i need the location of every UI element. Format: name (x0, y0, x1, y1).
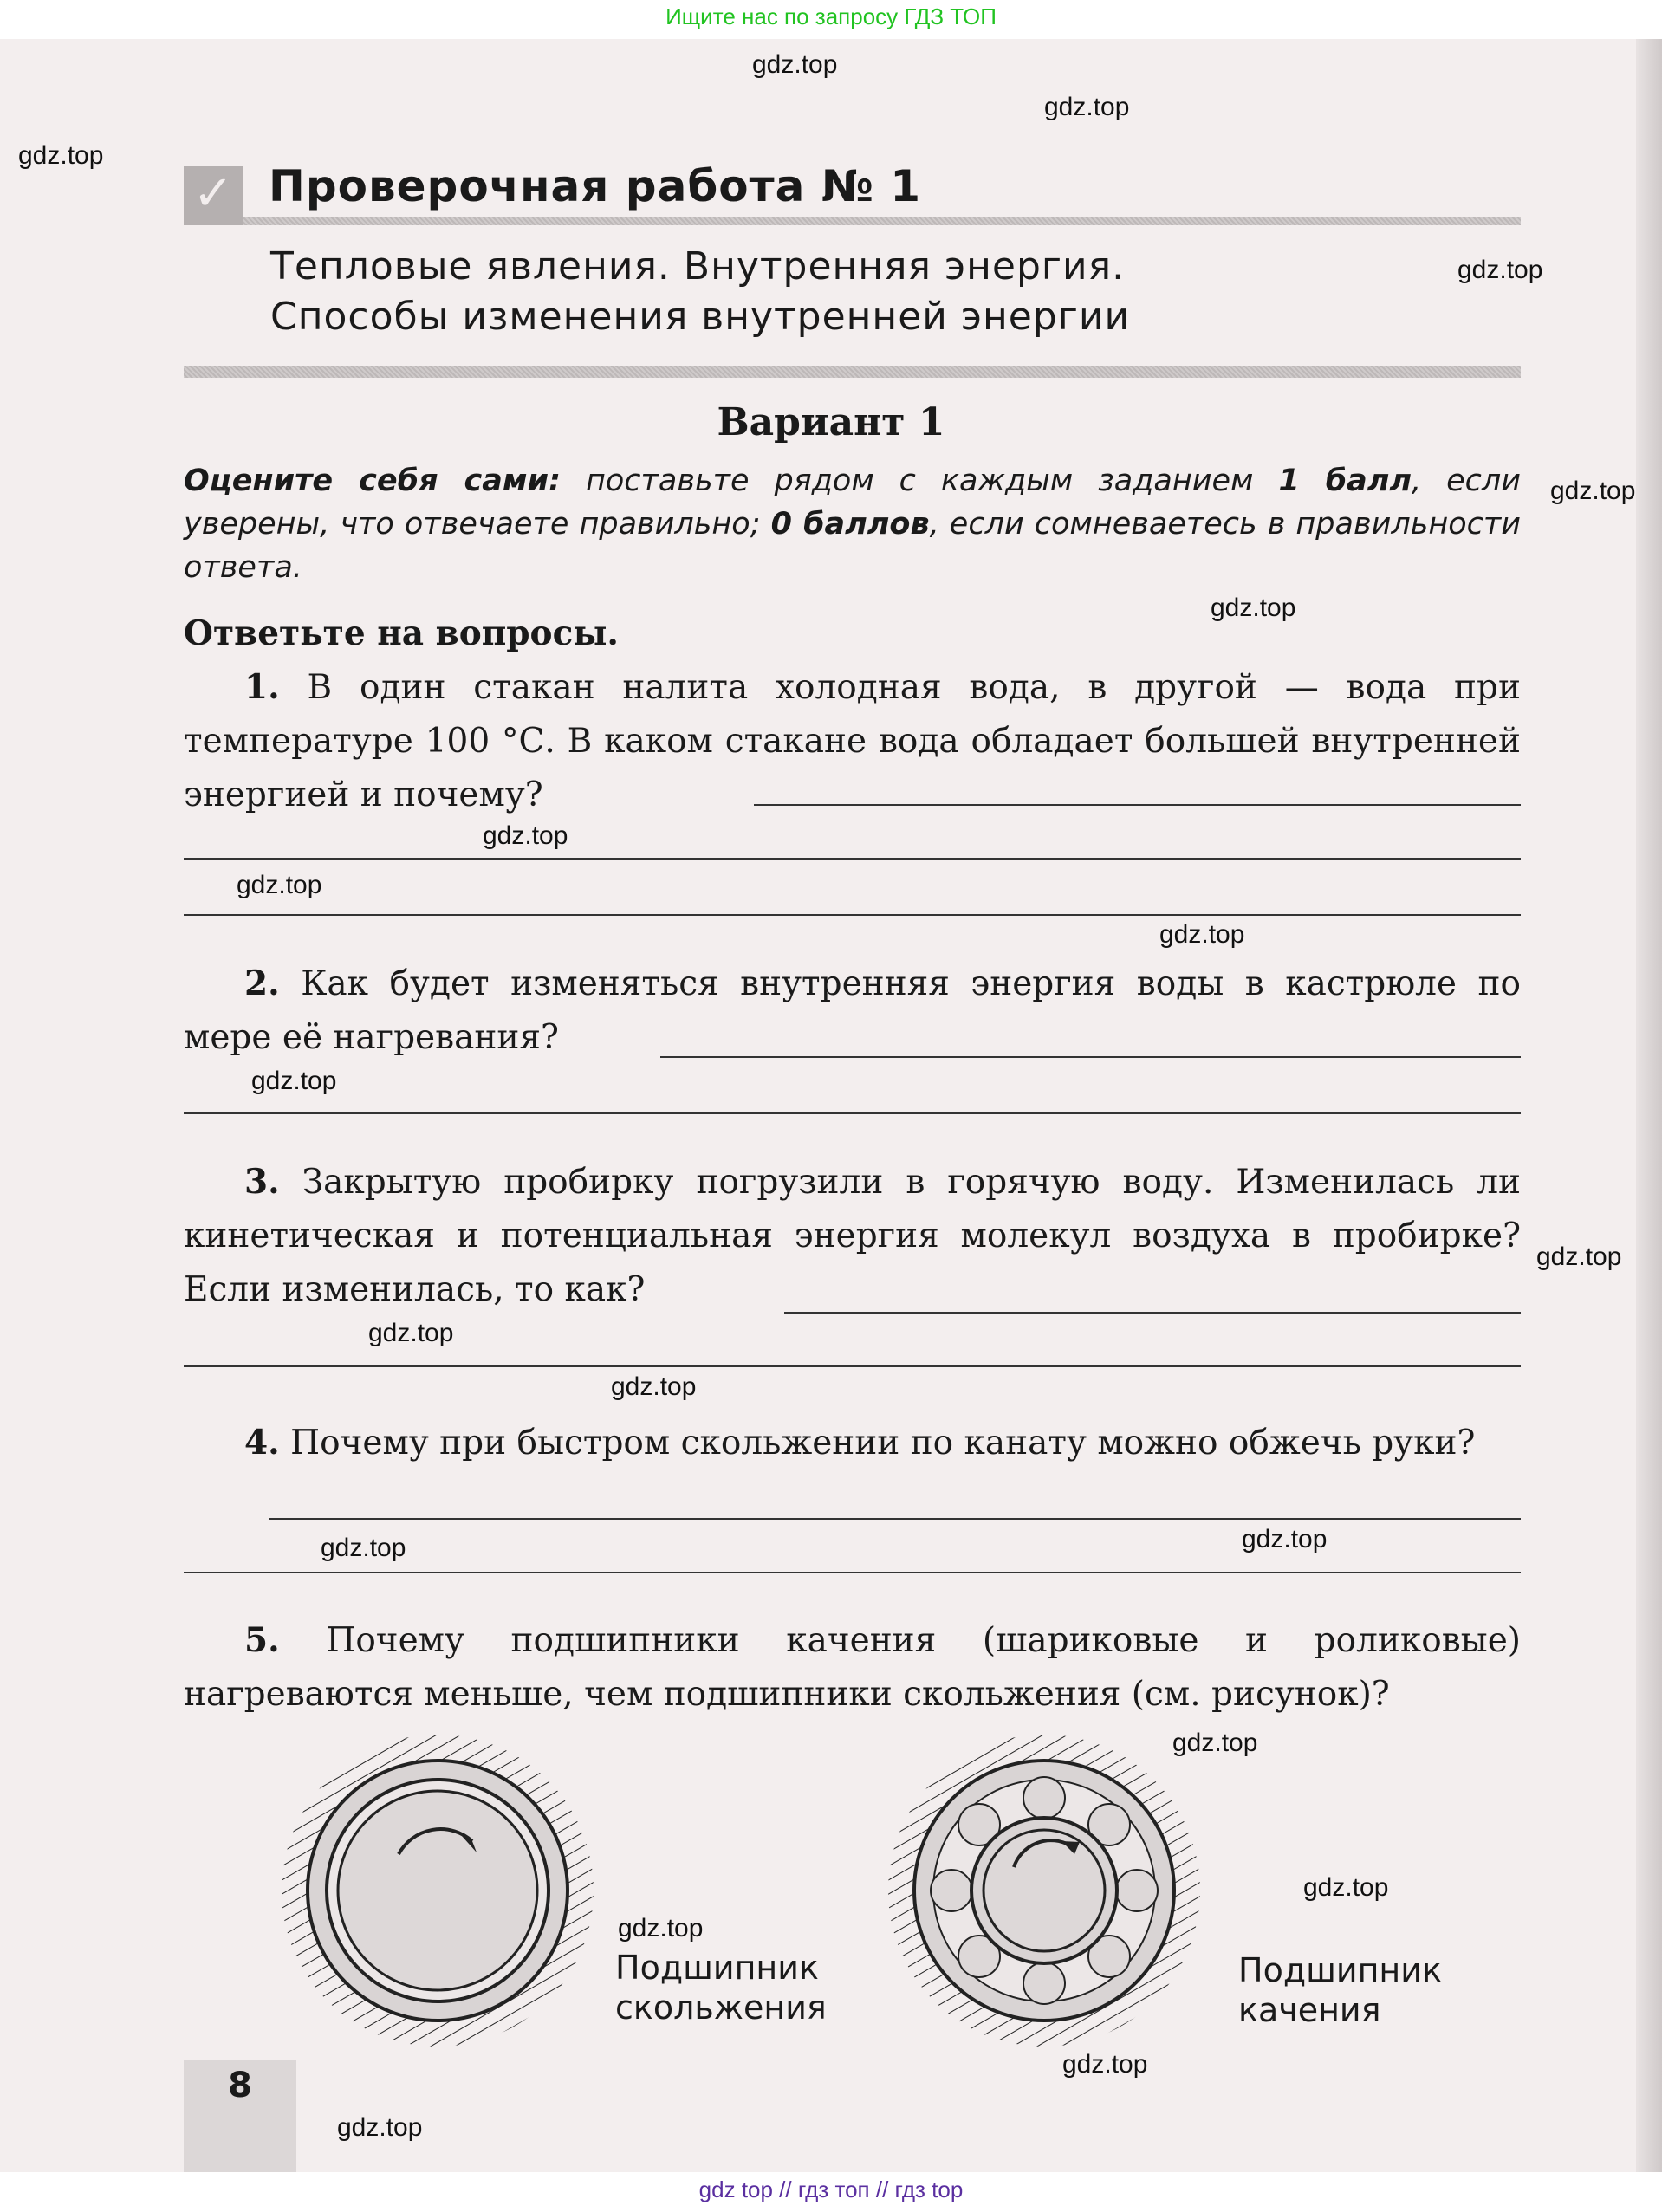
watermark: gdz.top (1303, 1873, 1389, 1902)
watermark: gdz.top (1062, 2050, 1148, 2079)
section-heading: Ответьте на вопросы. (184, 613, 619, 653)
checkmark-icon: ✓ (184, 166, 243, 225)
sliding-bearing-icon (282, 1735, 594, 2047)
answer-line[interactable] (754, 804, 1521, 806)
instruction (184, 459, 1521, 589)
answer-line[interactable] (184, 858, 1521, 860)
instruction-text: , если уверены, что отвечаете правильно; (184, 464, 1521, 542)
answer-line[interactable] (184, 1365, 1521, 1367)
watermark: gdz.top (1211, 594, 1296, 622)
variant-heading: Вариант 1 (717, 400, 945, 444)
instruction-bold: Оцените себя сами: (184, 464, 562, 498)
caption-rolling-bearing: Подшипник качения (1238, 1951, 1442, 2029)
footer-links[interactable]: gdz top // гдз топ // гдз top (698, 2176, 964, 2202)
header-divider (184, 366, 1521, 378)
question-text: Закрытую пробирку погрузили в горячую воду. Изменилась ли кинетическая и потенциальная энергия молекул воздуха в пробирке? Если изменилась, то как? (184, 1163, 1521, 1309)
answer-line[interactable] (784, 1312, 1521, 1314)
answer-line[interactable] (184, 914, 1521, 916)
instruction-text: , если сомневаетесь в правильности ответа. (184, 507, 1522, 585)
top-banner[interactable]: Ищите нас по запросу ГДЗ ТОП (665, 3, 997, 29)
question-number: 2. (244, 963, 280, 1003)
watermark: gdz.top (321, 1534, 406, 1562)
watermark: gdz.top (1457, 256, 1543, 284)
watermark: gdz.top (18, 141, 104, 170)
question-text: Как будет изменяться внутренняя энергия воды в кастрюле по мере её нагревания? (184, 964, 1521, 1057)
question-4 (184, 1416, 1521, 1470)
question-number: 4. (244, 1423, 280, 1463)
watermark: gdz.top (1044, 93, 1130, 121)
answer-line[interactable] (184, 1112, 1521, 1114)
answer-line[interactable] (184, 1572, 1521, 1573)
page-number: 8 (184, 2060, 296, 2172)
watermark: gdz.top (618, 1914, 704, 1943)
question-text: Почему при быстром скольжении по канату можно обжечь руки? (290, 1424, 1476, 1463)
watermark: gdz.top (251, 1067, 337, 1095)
watermark: gdz.top (1550, 477, 1636, 505)
page-title: Проверочная работа № 1 (269, 161, 922, 211)
question-number: 1. (244, 667, 280, 707)
watermark: gdz.top (237, 871, 322, 899)
watermark: gdz.top (752, 50, 838, 79)
answer-line[interactable] (269, 1518, 1521, 1520)
page-edge (1636, 39, 1662, 2172)
rolling-bearing-icon (888, 1735, 1200, 2047)
question-1 (184, 660, 1521, 822)
question-number: 5. (244, 1620, 280, 1660)
watermark: gdz.top (368, 1319, 454, 1347)
question-3 (184, 1155, 1521, 1317)
watermark: gdz.top (483, 821, 568, 850)
question-number: 3. (244, 1162, 280, 1202)
watermark: gdz.top (1172, 1729, 1258, 1757)
answer-line[interactable] (660, 1056, 1521, 1058)
question-5 (184, 1613, 1521, 1722)
instruction-score-1: 1 балл (1278, 464, 1412, 498)
question-text: Почему подшипники качения (шариковые и роликовые) нагреваются меньше, чем подшипники скольжения (см. рисунок)? (184, 1621, 1521, 1714)
instruction-text: поставьте рядом с каждым заданием (561, 464, 1279, 498)
watermark: gdz.top (337, 2113, 423, 2142)
subtitle-line-1: Тепловые явления. Внутренняя энергия. (270, 244, 1126, 289)
instruction-score-0: 0 баллов (770, 507, 930, 542)
watermark: gdz.top (611, 1372, 697, 1401)
caption-sliding-bearing: Подшипник скольжения (615, 1949, 827, 2027)
watermark: gdz.top (1159, 920, 1245, 949)
watermark: gdz.top (1242, 1525, 1328, 1554)
subtitle-line-2: Способы изменения внутренней энергии (270, 295, 1131, 339)
question-2 (184, 957, 1521, 1065)
watermark: gdz.top (1536, 1242, 1622, 1271)
question-text: В один стакан налита холодная вода, в другой — вода при температуре 100 °С. В каком стакане вода обладает большей внутренней энергией и почему? (184, 668, 1521, 814)
